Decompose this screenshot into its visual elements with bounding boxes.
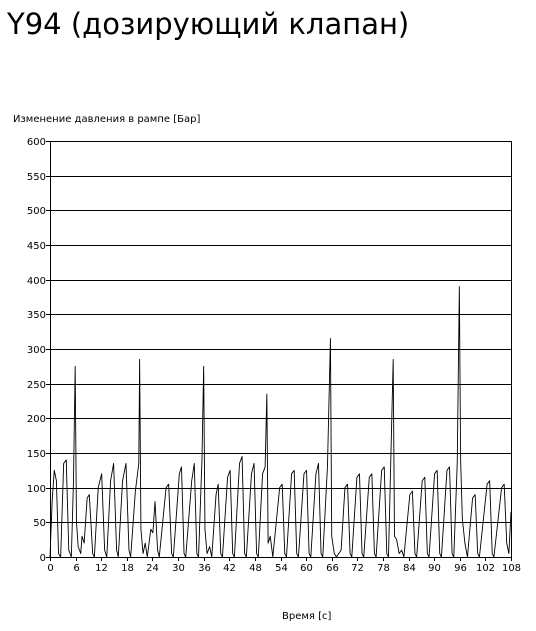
grid-layer	[50, 142, 511, 523]
y-tick-label-400: 400	[26, 276, 46, 287]
y-tick-label-450: 450	[26, 241, 46, 252]
ticks-layer	[27, 137, 521, 574]
x-tick-label-60: 60	[300, 563, 313, 574]
y-tick-label-0: 0	[39, 553, 46, 564]
x-tick-label-84: 84	[403, 563, 416, 574]
x-tick-label-96: 96	[454, 563, 467, 574]
x-tick-label-42: 42	[223, 563, 236, 574]
x-tick-label-24: 24	[146, 563, 159, 574]
x-tick-label-0: 0	[47, 563, 54, 574]
x-tick-label-36: 36	[198, 563, 211, 574]
x-tick-label-48: 48	[249, 563, 262, 574]
x-tick-label-30: 30	[172, 563, 185, 574]
x-axis-label: Время [с]	[282, 611, 332, 622]
y-tick-label-600: 600	[26, 137, 46, 148]
y-tick-label-150: 150	[26, 449, 46, 460]
x-tick-label-12: 12	[95, 563, 108, 574]
y-tick-label-500: 500	[26, 206, 46, 217]
x-tick-label-18: 18	[121, 563, 134, 574]
y-tick-label-350: 350	[26, 310, 46, 321]
y-axis-label: Изменение давления в рампе [Бар]	[13, 114, 201, 125]
y-tick-label-300: 300	[26, 345, 46, 356]
x-tick-label-90: 90	[428, 563, 441, 574]
chart-title: Y94 (дозирующий клапан)	[7, 7, 410, 41]
y-tick-label-550: 550	[26, 172, 46, 183]
y-tick-label-100: 100	[26, 484, 46, 495]
series-layer	[50, 287, 511, 557]
y-tick-label-250: 250	[26, 380, 46, 391]
x-tick-label-6: 6	[73, 563, 80, 574]
x-tick-label-102: 102	[475, 563, 496, 574]
x-tick-label-78: 78	[377, 563, 390, 574]
x-tick-label-54: 54	[275, 563, 288, 574]
x-tick-label-72: 72	[351, 563, 364, 574]
y-tick-label-200: 200	[26, 414, 46, 425]
x-tick-label-108: 108	[501, 563, 522, 574]
x-tick-label-66: 66	[326, 563, 339, 574]
series-line-1	[50, 287, 511, 557]
y-tick-label-50: 50	[33, 518, 46, 529]
